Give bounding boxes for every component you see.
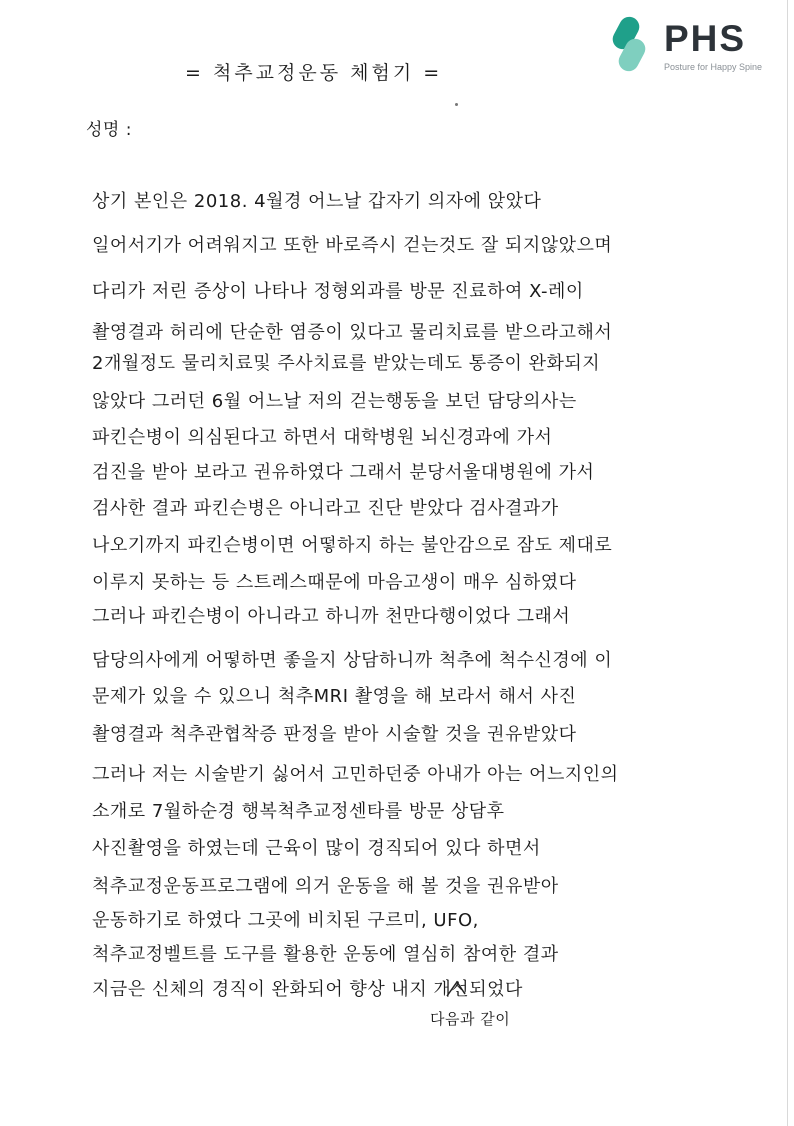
- text-line: 나오기까지 파킨슨병이면 어떻하지 하는 불안감으로 잠도 제대로: [92, 535, 613, 556]
- text-line: 다리가 저린 증상이 나타나 정형외과를 방문 진료하여 X-레이: [92, 281, 584, 302]
- text-line: 2개월정도 물리치료및 주사치료를 받았는데도 통증이 완화되지: [92, 353, 601, 374]
- page-edge-divider: [787, 0, 788, 1126]
- text-line: 않았다 그러던 6월 어느날 저의 걷는행동을 보던 담당의사는: [92, 391, 577, 412]
- text-line: 상기 본인은 2018. 4월경 어느날 갑자기 의자에 앉았다: [92, 191, 542, 212]
- text-line: 일어서기가 어려워지고 또한 바로즉시 걷는것도 잘 되지않았으며: [92, 235, 613, 256]
- document-title: = 척추교정운동 체험기 =: [185, 62, 443, 84]
- logo-wordmark: PHS: [664, 18, 747, 59]
- name-label: 성명 :: [86, 120, 132, 140]
- text-line: 지금은 신체의 경직이 완화되어 향상 내지 개선되었다: [92, 979, 523, 1000]
- text-line: 사진촬영을 하였는데 근육이 많이 경직되어 있다 하면서: [92, 838, 541, 859]
- text-line: 파킨슨병이 의심된다고 하면서 대학병원 뇌신경과에 가서: [92, 427, 553, 448]
- text-line: 이루지 못하는 등 스트레스때문에 마음고생이 매우 심하였다: [92, 572, 577, 593]
- text-line: 촬영결과 척추관협착증 판정을 받아 시술할 것을 권유받았다: [92, 724, 577, 745]
- logo-tagline: Posture for Happy Spine: [664, 62, 763, 72]
- text-line: 척추교정운동프로그램에 의거 운동을 해 볼 것을 권유받아: [92, 876, 559, 897]
- insertion-caret-mark: [445, 978, 525, 998]
- ink-dot: [455, 103, 458, 106]
- text-line: 검진을 받아 보라고 권유하였다 그래서 분당서울대병원에 가서: [92, 462, 595, 483]
- text-line: 소개로 7월하순경 행복척추교정센타를 방문 상담후: [92, 801, 505, 822]
- insertion-note: 다음과 같이: [430, 1010, 511, 1028]
- phs-logo: [604, 14, 784, 76]
- text-line: 척추교정벨트를 도구를 활용한 운동에 열심히 참여한 결과: [92, 944, 559, 965]
- phs-leaf-icon: [604, 16, 654, 74]
- text-line: 운동하기로 하였다 그곳에 비치된 구르미, UFO,: [92, 910, 479, 931]
- text-line: 그러나 파킨슨병이 아니라고 하니까 천만다행이었다 그래서: [92, 606, 571, 627]
- text-line: 그러나 저는 시술받기 싫어서 고민하던중 아내가 아는 어느지인의: [92, 764, 619, 785]
- text-line: 검사한 결과 파킨슨병은 아니라고 진단 받았다 검사결과가: [92, 498, 559, 519]
- text-line: 담당의사에게 어떻하면 좋을지 상담하니까 척추에 척수신경에 이: [92, 650, 613, 671]
- text-line: 촬영결과 허리에 단순한 염증이 있다고 물리치료를 받으라고해서: [92, 322, 613, 343]
- text-line: 문제가 있을 수 있으니 척추MRI 촬영을 해 보라서 해서 사진: [92, 686, 577, 707]
